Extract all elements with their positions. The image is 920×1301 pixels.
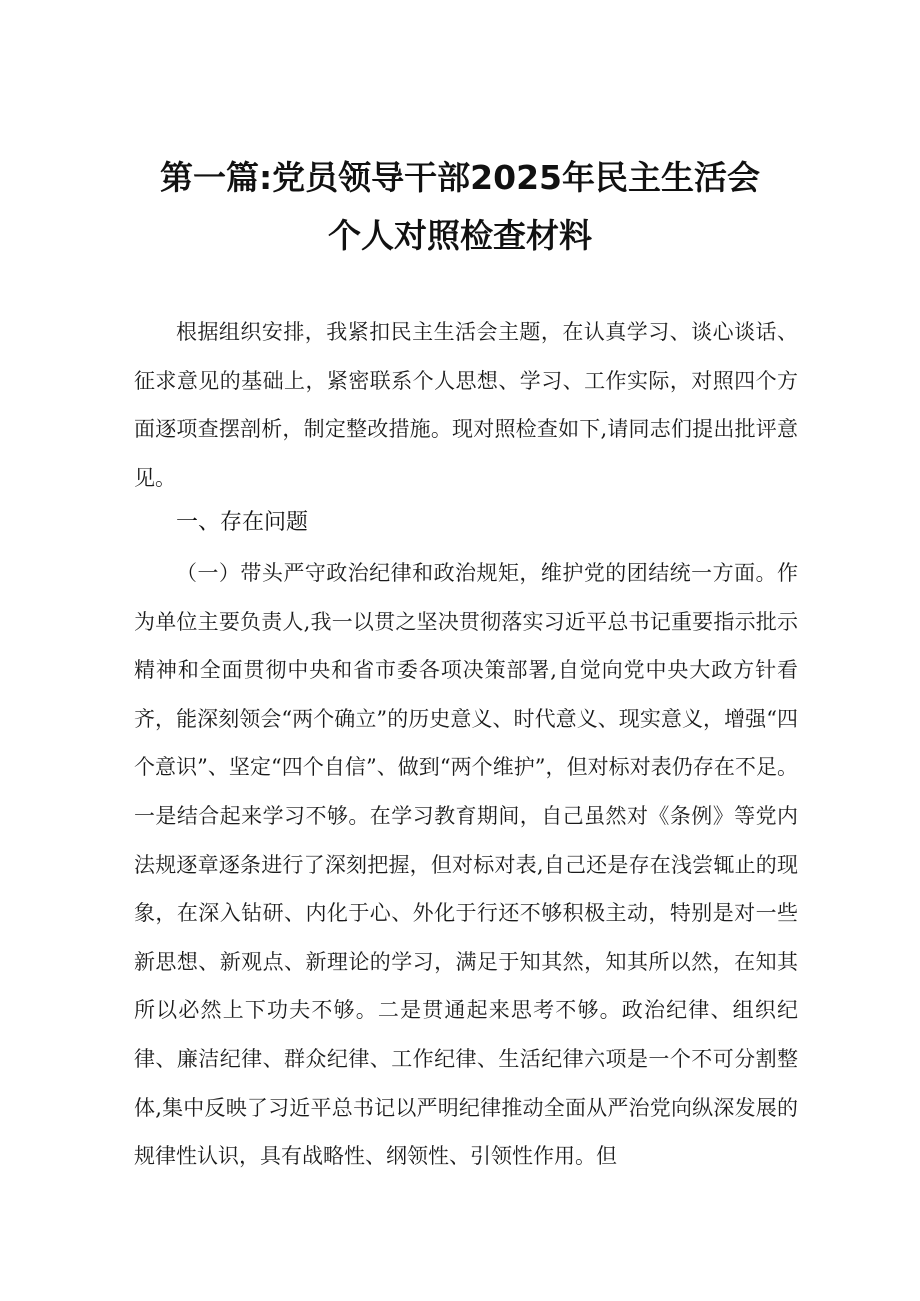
section-heading-problems: 一、存在问题 — [176, 510, 309, 535]
section-paragraph-political-discipline: （一）带头严守政治纪律和政治规矩，维护党的团结统一方面。作为单位主要负责人,我一以贯之坚决贯彻落实习近平总书记重要指示批示精神和全面贯彻中央和省市委各项决策部署,自觉向党中央大政方针看齐，能深刻领会“两个确立”的历史意义、时代意义、现实意义，增强“四个意识”、坚定“四个自信”、做到“两个维护”，但对标对表仍存在不足。一是结合起来学习不够。在学习教育期间，自己虽然对《条例》等党内法规逐章逐条进行了深刻把握，但对标对表,自己还是存在浅尝辄止的现象，在深入钻研、内化于心、外化于行还不够积极主动，特别是对一些新思想、新观点、新理论的学习，满足于知其然，知其所以然，在知其所以必然上下功夫不够。二是贯通起来思考不够。政治纪律、组织纪律、廉洁纪律、群众纪律、工作纪律、生活纪律六项是一个不可分割整体,集中反映了习近平总书记以严明纪律推动全面从严治党向纵深发展的规律性认识，具有战略性、纲领性、引领性作用。但 — [134, 561, 798, 1169]
document-title-line-1: 第一篇:党员领导干部2025年民主生活会 — [159, 158, 761, 197]
intro-paragraph: 根据组织安排，我紧扣民主生活会主题，在认真学习、谈心谈话、征求意见的基础上，紧密联系个人思想、学习、工作实际，对照四个方面逐项查摆剖析，制定整改措施。现对照检查如下,请同志们提出批评意见。 — [134, 320, 798, 490]
document-title-line-2: 个人对照检查材料 — [328, 216, 592, 255]
